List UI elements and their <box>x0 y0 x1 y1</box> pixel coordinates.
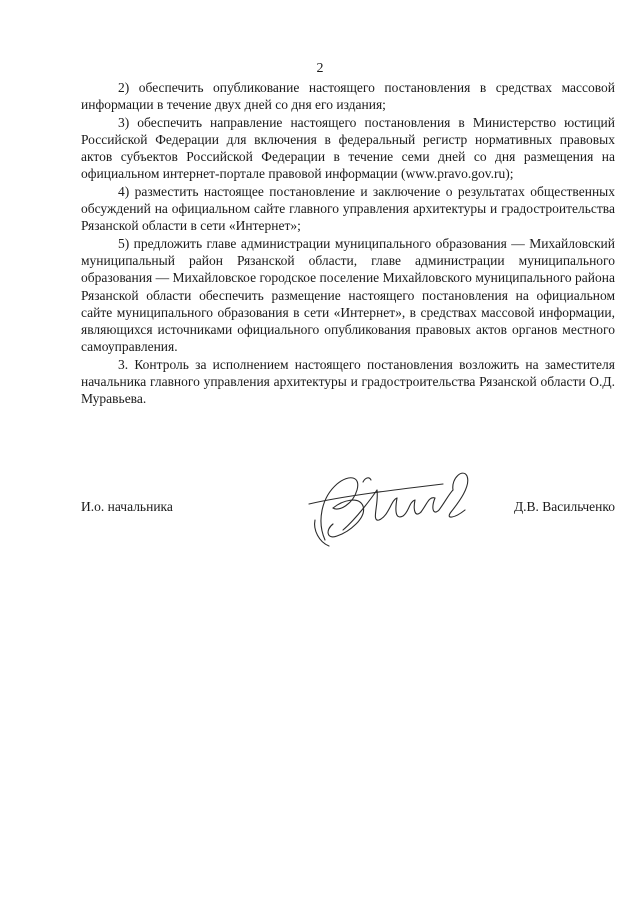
paragraph-control-clause: 3. Контроль за исполнением настоящего постановления возложить на заместителя начальника главного управления архитектуры и градостроительства Рязанской области О.Д. Муравьева. <box>81 356 615 407</box>
paragraph-item-4: 4) разместить настоящее постановление и заключение о результатах общественных обсуждений на официальном сайте главного управления архитектуры и градостроительства Рязанской области в сети «Интернет»; <box>81 183 615 234</box>
signature-block <box>81 498 615 558</box>
paragraph-item-3: 3) обеспечить направление настоящего постановления в Министерство юстиций Российской Федерации для включения в федеральный регистр нормативных правовых актов субъектов Российской Федерации в течение семи дней со дня размещения на официальном интернет-портале правовой информации (www.pravo.gov.ru); <box>81 114 615 182</box>
document-body <box>81 79 615 408</box>
signatory-title: И.о. начальника <box>81 499 173 514</box>
paragraph-item-2: 2) обеспечить опубликование настоящего постановления в средствах массовой информации в течение двух дней со дня его издания; <box>81 80 615 113</box>
handwritten-signature <box>303 460 478 552</box>
signatory-name: Д.В. Васильченко <box>513 499 615 514</box>
paragraph-item-5: 5) предложить главе администрации муниципального образования — Михайловский муниципальный район Рязанской области, главе администрации муниципального образования — Михайловское городское поселение Михайловского муниципального района Рязанской области обеспечить размещение настоящего постановления на официальном сайте муниципального образования в сети «Интернет», в средствах массовой информации, являющихся источниками официального опубликования правовых актов органов местного самоуправления. <box>81 235 615 355</box>
page-number: 2 <box>316 61 324 76</box>
